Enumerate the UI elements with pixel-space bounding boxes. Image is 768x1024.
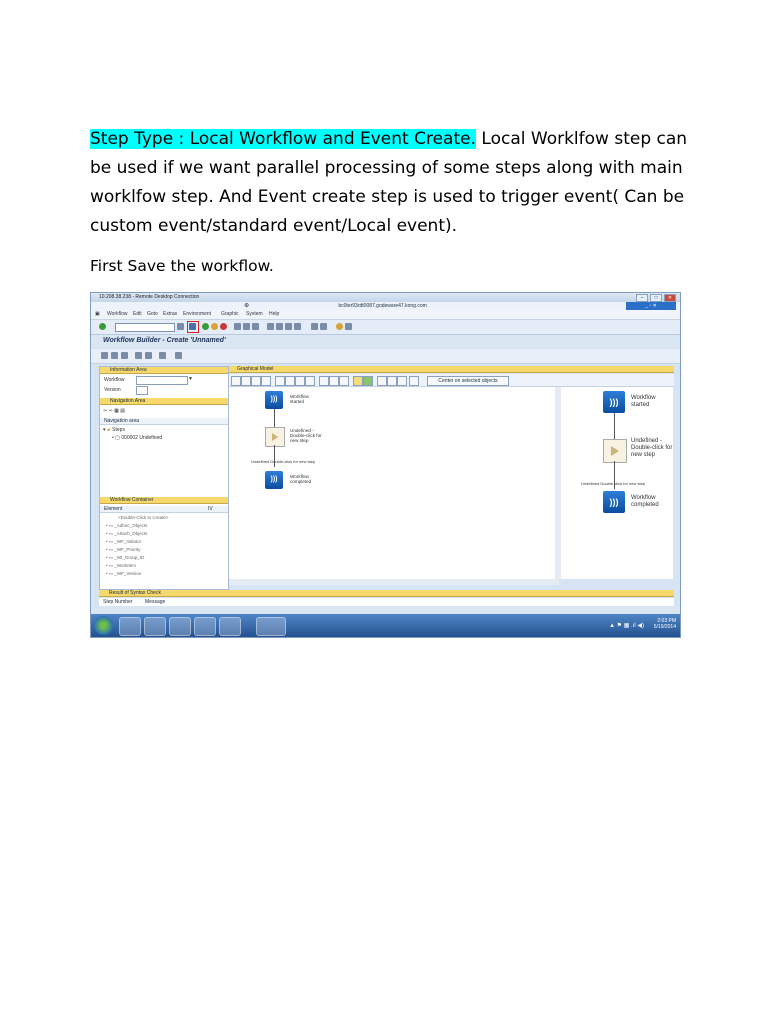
element-name: _Attach_Objects [114,531,148,536]
graph-canvas[interactable] [229,387,556,579]
minimize-icon[interactable]: – [636,294,648,302]
zoom-icon[interactable] [377,376,387,386]
paragraph-text: Local Worklfow step can [476,129,688,149]
graph-tool-icon[interactable] [329,376,339,386]
version-field[interactable] [136,386,148,395]
node-label: Undefined - Double-click for new step [631,438,673,458]
screen-title-bar [91,335,680,348]
sap-screenshot [90,292,681,638]
application-toolbar [91,349,680,364]
menu-item-graphic[interactable]: Graphic [221,311,239,317]
zoom-out-icon[interactable] [397,376,407,386]
workflow-label: Workflow [104,377,125,383]
save-icon[interactable] [189,323,196,330]
graph-tool-icon[interactable] [319,376,329,386]
menu-item-extras[interactable]: Extras [163,311,178,317]
highlighted-heading: Step Type : Local Workflow and Event Create. [90,129,477,149]
element-row[interactable]: • ▭ _WI_Group_ID [106,555,145,560]
help-icon[interactable] [336,323,343,330]
connector-line [274,409,275,427]
element-name: _WF_Priority [114,547,141,552]
menu-item-edit[interactable]: Edit [133,311,142,317]
element-row[interactable]: • ▭ _Adhoc_Objects [106,523,148,528]
last-page-icon[interactable] [294,323,301,330]
enter-icon[interactable] [99,323,106,330]
menu-item-goto[interactable]: Goto [147,311,158,317]
find-icon[interactable] [243,323,250,330]
shortcut-icon[interactable] [320,323,327,330]
element-column-header [100,506,228,513]
layout-icon[interactable] [345,323,352,330]
maximize-icon[interactable]: □ [650,294,662,302]
paragraph-text: worklfow step. And Event create step is used to trigger event( Can be [90,187,685,207]
graph-tool-icon[interactable] [363,376,373,386]
next-page-icon[interactable] [285,323,292,330]
chrome-icon[interactable] [194,617,216,636]
version-label: Version [104,387,121,393]
nav-toolbar-icons[interactable]: ⇦ ⇨ ▦ ▤ [103,408,125,414]
workflow-started-node[interactable]: ))) [603,391,625,413]
history-icon[interactable] [177,323,184,330]
element-name: _WorkItem [114,563,136,568]
new-session-icon[interactable] [311,323,318,330]
graph-tool-icon[interactable] [353,376,363,386]
windows-taskbar [91,614,680,637]
node-label: Undefined - Double-click for new step [290,428,322,443]
element-row[interactable]: • ▭ _WF_Priority [106,547,141,552]
left-panel [99,366,229,590]
test-icon[interactable] [159,352,166,359]
remote-desktop-icon[interactable] [256,617,286,636]
graph-tool-icon[interactable] [231,376,241,386]
graph-tool-icon[interactable] [305,376,315,386]
overview-canvas[interactable] [561,387,673,579]
cut-icon[interactable] [275,376,285,386]
menu-item-workflow[interactable]: Workflow [107,311,128,317]
tree-steps[interactable]: ▾ ▰ Steps [103,427,125,433]
element-row[interactable]: • ▭ _WF_Version [106,571,142,576]
pin-icon[interactable]: ⊕ [244,303,250,309]
prev-page-icon[interactable] [276,323,283,330]
paste-icon[interactable] [295,376,305,386]
workflow-started-node[interactable]: ))) [265,391,283,409]
nav-area-columnhead: Navigation area [100,418,228,425]
element-row[interactable]: • ▭ _WF_Initiator [106,539,142,544]
paragraph-save: First Save the workflow. [90,257,274,275]
container-header: Workflow Container [100,497,228,504]
media-player-icon[interactable] [169,617,191,636]
menu-item-help[interactable]: Help [269,311,280,317]
find-next-icon[interactable] [252,323,259,330]
graph-tool-icon[interactable] [241,376,251,386]
status-bar [91,607,680,613]
first-page-icon[interactable] [267,323,274,330]
element-col2: IV [208,506,213,512]
back-icon[interactable] [202,323,209,330]
window-buttons[interactable]: _ ▫ ✕ [626,302,676,311]
menu-bar [91,310,680,320]
display-change-icon[interactable] [111,352,118,359]
element-name: _WI_Group_ID [114,555,145,560]
undefined-step-node[interactable] [265,427,285,447]
paragraph-text: be used if we want parallel processing of some steps along with main [90,158,683,178]
start-button[interactable] [94,616,113,635]
tree-step-item[interactable]: • ▢ 000002 Undefined [112,435,163,441]
element-row[interactable]: • ▭ _WorkItem [106,563,136,568]
horizontal-scrollbar[interactable] [229,579,559,585]
host-name: bc0ter93rdt0087.godeware47.kong.com [338,303,427,309]
node-label: Workflow completed [631,495,659,508]
element-row[interactable]: <Double-Click to Create> [118,515,169,520]
undefined-step-node[interactable] [603,439,627,463]
element-name: _WF_Version [114,571,142,576]
workflow-field[interactable] [136,376,188,385]
message-col: Message [145,599,166,605]
paragraph-text: custom event/standard event/Local event). [90,216,458,236]
paragraph-step-type [90,125,690,241]
ie-icon[interactable] [119,617,141,636]
element-name: _WF_Initiator [114,539,142,544]
new-icon[interactable] [101,352,108,359]
cancel-icon[interactable] [220,323,227,330]
settings-icon[interactable] [175,352,182,359]
node-label: Workflow started [290,394,309,404]
menu-item-system[interactable]: System [246,311,263,317]
graph-tool-icon[interactable] [339,376,349,386]
copy-icon[interactable] [285,376,295,386]
element-name: _Adhoc_Objects [114,523,148,528]
branch-label: Undefined Double-click for new step [251,459,316,464]
clock[interactable] [654,618,676,630]
clock-date: 5/19/2014 [653,624,676,630]
rdp-title-bar [91,293,680,302]
zoom-in-icon[interactable] [387,376,397,386]
activate-icon[interactable] [145,352,152,359]
command-field[interactable] [115,323,175,332]
rdp-window-controls [636,294,676,302]
close-icon[interactable]: ✕ [664,294,676,302]
element-col: Element [104,506,123,512]
dropdown-icon[interactable]: ▼ [188,376,193,382]
branch-label: Undefined Double-click for new step [581,481,646,486]
node-label: Workflow completed [290,474,312,484]
graph-header: Graphical Model [229,366,674,373]
element-row[interactable]: • ▭ _Attach_Objects [106,531,148,536]
workflow-completed-node[interactable]: ))) [265,471,283,489]
info-area-header: Information Area [100,367,228,374]
check-icon[interactable] [135,352,142,359]
exit-icon[interactable] [211,323,218,330]
nav-area-header: Navigation Area [100,398,228,405]
graph-tool-icon[interactable] [251,376,261,386]
graph-tool-icon[interactable] [261,376,271,386]
syntax-columns [99,598,674,606]
explorer-icon[interactable] [144,617,166,636]
filter-icon[interactable] [121,352,128,359]
graph-toolbar [229,374,674,387]
menu-item-environment[interactable]: Environment [183,311,212,317]
steps-label: Steps [112,427,125,433]
sap-icon[interactable]: ▣ [95,311,100,317]
screen-title: Workflow Builder - Create 'Unnamed' [103,337,226,344]
step-triangle-icon [272,433,278,441]
connector-line [614,413,615,439]
clock-time: 2:03 PM [657,618,676,624]
step-number-col: Step Number [103,599,133,605]
standard-toolbar [91,320,680,335]
step-triangle-icon [611,446,619,456]
step-item-label: 000002 Undefined [121,435,163,441]
tray-icons[interactable]: ▲ ⚑ ▦ .ıl ◀) [609,623,644,629]
folder-icon: ▰ [106,427,111,433]
node-label: Workflow started [631,395,656,408]
rdp-title: 10.208.38.238 - Remote Desktop Connection [99,294,200,300]
syntax-check-header: Result of Syntax Check [99,590,674,597]
workflow-completed-node[interactable]: ))) [603,491,625,513]
center-selected-button[interactable]: Center on selected objects [427,376,509,386]
sap-logon-icon[interactable] [219,617,241,636]
print-icon[interactable] [234,323,241,330]
graph-tool-icon[interactable] [409,376,419,386]
